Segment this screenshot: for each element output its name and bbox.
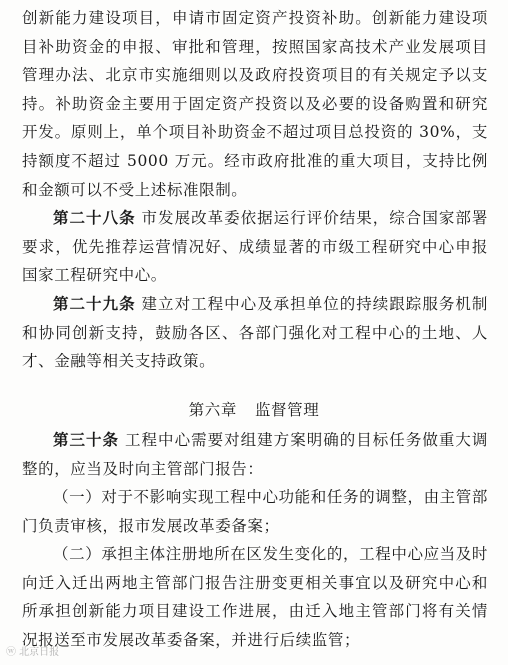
article-29 [22,290,488,376]
chapter-number: 第六章 [188,401,237,419]
article-29-body: 建立对工程中心及承担单位的持续跟踪服务机制和协同创新支持，鼓励各区、各部门强化对工程中心的土地、人才、金融等相关支持政策。 [22,295,488,371]
article-28 [22,204,488,290]
article-30-body: 工程中心需要对组建方案明确的目标任务做重大调整的，应当及时向主管部门报告： [22,431,488,478]
watermark-logo: ⓦ 北京日报 [6,647,60,658]
article-30 [22,426,488,483]
chapter-heading [0,398,508,420]
article-30-heading: 第三十条 [53,431,120,449]
article-28-heading: 第二十八条 [53,209,136,227]
article-30-item-1: （一）对于不影响实现工程中心功能和任务的调整，由主管部门负责审核，报市发展改革委备案； [22,488,488,535]
paragraph-subsidy: 创新能力建设项目，申请市固定资产投资补助。创新能力建设项目补助资金的申报、审批和管理，按照国家高技术产业发展项目管理办法、北京市实施细则以及政府投资项目的有关规定予以支持。补助资金主要用于固定资产投资以及必要的设备购置和研究开发。原则上，单个项目补助资金不超过项目总投资的 30%，支持额度不超过 5000 万元。经市政府批准的重大项目，支持比例和金额可以不受上述标准限制。 [22,9,488,199]
chapter-title: 监督管理 [254,401,320,419]
article-28-body: 市发展改革委依据运行评价结果，综合国家部署要求，优先推荐运营情况好、成绩显著的市级工程研究中心申报国家工程研究中心。 [22,209,488,285]
article-29-heading: 第二十九条 [53,295,136,313]
article-30-item-2: （二）承担主体注册地所在区发生变化的，工程中心应当及时向迁入迁出两地主管部门报告注册变更相关事宜以及研究中心和所承担创新能力项目建设工作进展，由迁入地主管部门将有关情况报送至市发展改革委备案，并进行后续监管； [22,545,488,649]
